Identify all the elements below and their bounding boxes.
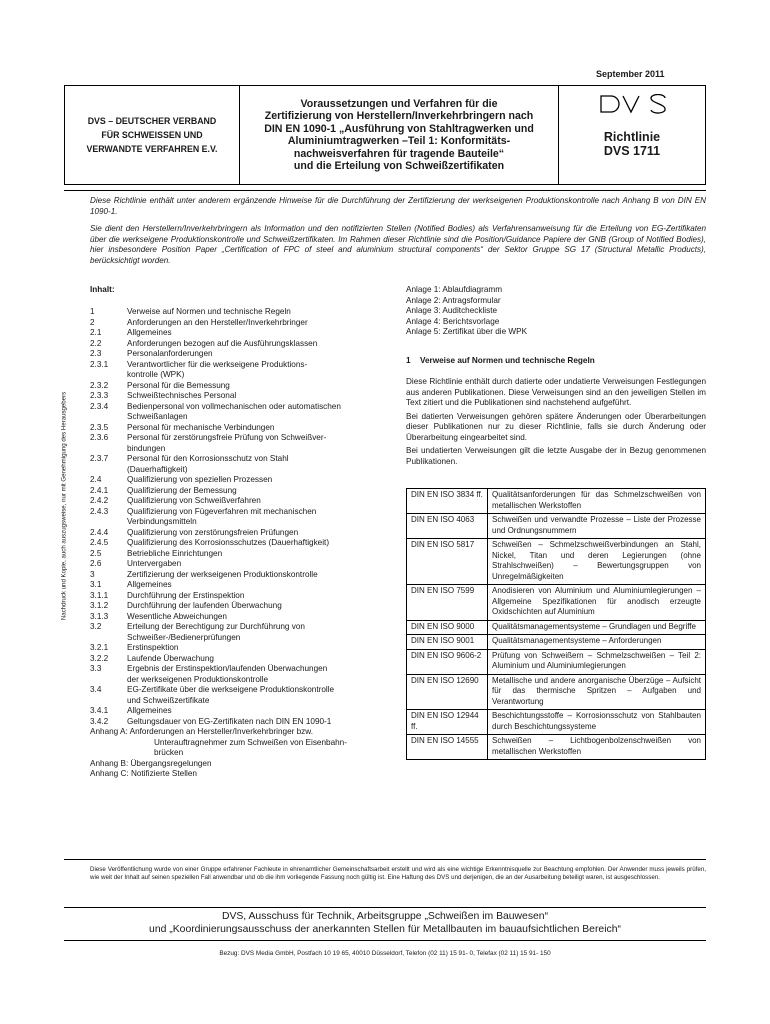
toc-number: 2.3.1 <box>90 359 109 369</box>
toc-number: 2.4.4 <box>90 527 109 537</box>
toc-annex: Anhang B: Übergangsregelungen <box>90 758 212 768</box>
toc-number: 2.4.1 <box>90 485 109 495</box>
toc-number: 3.4.2 <box>90 716 109 726</box>
norm-code: DIN EN ISO 12690 <box>407 674 488 710</box>
toc-entry <box>90 454 395 465</box>
toc-number: 2.1 <box>90 328 102 337</box>
toc-text: Bedienpersonal von vollmechanischen oder automatischen <box>127 401 341 411</box>
toc-entry <box>90 475 395 486</box>
toc-text: Betriebliche Einrichtungen <box>127 548 223 558</box>
toc-entry <box>90 517 395 528</box>
toc-entry <box>90 360 395 371</box>
toc-number <box>90 675 127 686</box>
toc-number <box>90 633 127 644</box>
toc-number: 3.1 <box>90 580 102 589</box>
toc-number <box>90 370 127 381</box>
toc-entry <box>90 675 395 686</box>
toc-number <box>90 696 127 707</box>
table-row <box>407 620 706 635</box>
toc-text: Qualifizierung der Bemessung <box>127 485 237 495</box>
toc-entry <box>90 654 395 665</box>
toc-entry <box>90 507 395 518</box>
toc-text: der werkseigenen Produktionskontrolle <box>127 674 269 684</box>
toc-annex: brücken <box>154 748 184 757</box>
toc-text: Schweißanlagen <box>127 412 188 421</box>
norm-code: DIN EN ISO 3834 ff. <box>407 489 488 514</box>
toc-text: Verbindungsmitteln <box>127 517 197 526</box>
toc-number: 2.3.7 <box>90 454 109 463</box>
norm-description: Schweißen und verwandte Prozesse – Liste der Prozesse und Ordnungsnummern <box>488 514 706 539</box>
ordering-info: Bezug: DVS Media GmbH, Postfach 10 19 65, 40010 Düsseldorf, Telefon (02 11) 15 91- 0, Telefax (02 11) 15 91- 150 <box>219 950 551 957</box>
toc-text: Schweißtechnisches Personal <box>127 391 237 400</box>
toc-entry <box>90 486 395 497</box>
toc-number: 3.1.3 <box>90 611 109 621</box>
toc-number: 3.2.2 <box>90 653 109 663</box>
divider <box>64 859 706 860</box>
toc-text: Wesentliche Abweichungen <box>127 611 227 621</box>
disclaimer: Diese Veröffentlichung wurde von einer Gruppe erfahrener Fachleute in ehrenamtlicher Gemeinschaftsarbeit erstellt und wird als eine wichtige Erkenntnisquelle zur Beachtung empfohlen. Der Anwender muss jeweils prüfen, wie weit der Inhalt auf seinen speziellen Fall anwendbar und ob die ihm vorliegende Fassung noch gültig ist. Eine Haftung des DVS und derjenigen, die an der Ausarbeitung beteiligt waren, ist ausgeschlossen. <box>90 866 706 881</box>
committee-line: DVS, Ausschuss für Technik, Arbeitsgruppe „Schweißen im Bauwesen“ <box>221 911 549 922</box>
toc-text: Personal für zerstörungsfreie Prüfung von Schweißver- <box>127 433 327 442</box>
toc-text: Verweise auf Normen und technische Regeln <box>127 307 291 316</box>
toc-number: 2.5 <box>90 548 102 558</box>
toc-entry <box>90 549 395 560</box>
committee-line: und „Koordinierungsausschuss der anerkannten Stellen für Metallbauten im bauaufsichtlichen Bereich“ <box>149 923 621 935</box>
toc-text: Anforderungen bezogen auf die Ausführungsklassen <box>127 338 318 348</box>
toc-text: Geltungsdauer von EG-Zertifikaten nach DIN EN 1090-1 <box>127 716 332 726</box>
toc-annex: Unterauftragnehmer zum Schweißen von Eisenbahn- <box>154 737 347 747</box>
annex-item: Anlage 3: Auditcheckliste <box>406 306 498 315</box>
title-line: DIN EN 1090-1 „Ausführung von Stahltragwerken und <box>264 122 534 135</box>
dvs-logo <box>599 94 669 114</box>
toc-entry <box>90 591 395 602</box>
toc-entry <box>90 496 395 507</box>
toc-text: Personalanforderungen <box>127 349 213 358</box>
toc-number: 3.2 <box>90 622 102 631</box>
norm-description: Schweißen – Lichtbogenbolzenschweißen von metallischen Werkstoffen <box>488 735 706 760</box>
toc-number: 3.4.1 <box>90 706 109 715</box>
toc-entry <box>90 328 395 339</box>
toc-text: Qualifizierung von Schweißverfahren <box>127 496 261 505</box>
toc-number: 2.4 <box>90 475 102 484</box>
toc-text: Ergebnis der Erstinspektion/laufenden Überwachungen <box>127 664 328 673</box>
toc-text: EG-Zertifikate über die werkseigene Produktionskontrolle <box>127 685 335 694</box>
toc-number <box>90 465 127 476</box>
toc-text: Erteilung der Berechtigung zur Durchführung von <box>127 622 305 631</box>
table-row <box>407 710 706 735</box>
toc-entry <box>90 601 395 612</box>
toc-text: Personal für den Korrosionsschutz von Stahl <box>127 454 289 463</box>
toc-entry <box>90 444 395 455</box>
toc-text: Allgemeines <box>127 580 172 589</box>
annex-item: Anlage 1: Ablaufdiagramm <box>406 285 503 294</box>
toc-number: 1 <box>90 307 95 316</box>
section-text <box>406 377 706 470</box>
toc-entry <box>90 622 395 633</box>
organization-box <box>64 85 240 185</box>
toc-entry <box>90 580 395 591</box>
toc-number: 3.2.1 <box>90 643 109 652</box>
toc-text: Schweißer-/Bedienerprüfungen <box>127 632 241 642</box>
toc-entry <box>90 612 395 623</box>
toc-entry <box>90 538 395 549</box>
table-row <box>407 635 706 650</box>
toc-text: Qualifizierung von Fügeverfahren mit mechanischen <box>127 506 317 516</box>
toc-entry <box>90 412 395 423</box>
toc-entry <box>90 307 395 318</box>
document-type: Richtlinie <box>603 130 661 144</box>
toc-text: und Schweißzertifikate <box>127 695 210 705</box>
toc-entry <box>90 717 395 728</box>
title-line: und die Erteilung von Schweißzertifikaten <box>293 160 505 172</box>
paragraph: Bei datierten Verweisungen gehören spätere Änderungen oder Überarbeitungen dieser Publikationen nur zu dieser Richtlinie, falls sie durch Änderung oder Überarbeitung eingearbeitet sind. <box>406 411 706 442</box>
toc-text: Qualifizierung von speziellen Prozessen <box>127 475 273 484</box>
table-row <box>407 514 706 539</box>
document-title-box <box>240 85 559 185</box>
toc-number: 3.1.2 <box>90 601 109 610</box>
toc-entry <box>90 318 395 329</box>
title-line: nachweisverfahren für tragende Bauteile“ <box>293 147 505 160</box>
toc-entry <box>90 570 395 581</box>
table-row <box>407 735 706 760</box>
paragraph: Bei undatierten Verweisungen gilt die letzte Ausgabe der in Bezug genommenen Publikationen. <box>406 446 706 466</box>
title-line: Voraussetzungen und Verfahren für die <box>300 97 498 110</box>
toc-text: Personal für mechanische Verbindungen <box>127 422 275 432</box>
norm-description: Schweißen – Schmelzschweißverbindungen an Stahl, Nickel, Titan und deren Legierungen (ohne Strahlschweißen) – Bewertungsgruppen von Unregelmäßigkeiten <box>488 539 706 585</box>
toc-number: 2.4.5 <box>90 538 109 547</box>
guideline-box <box>559 85 706 185</box>
toc-number: 2.3.2 <box>90 380 109 390</box>
table-row <box>407 649 706 674</box>
paragraph: Diese Richtlinie enthält durch datierte oder undatierte Verweisungen Festlegungen aus anderen Publikationen. Diese Verweisungen sind an den jeweiligen Stellen im Text zitiert und die Publikationen sind nachstehend aufgeführt. <box>406 377 706 407</box>
org-line: VERWANDTE VERFAHREN E.V. <box>86 144 218 154</box>
toc-number <box>90 444 127 455</box>
toc-entry <box>90 370 395 381</box>
toc-number: 2.3.4 <box>90 401 109 411</box>
norm-code: DIN EN ISO 5817 <box>407 539 488 585</box>
norm-description: Qualitätsmanagementsysteme – Grundlagen und Begriffe <box>488 620 706 635</box>
toc-number <box>90 517 127 528</box>
toc-entry <box>90 664 395 675</box>
norms-table <box>406 488 706 760</box>
toc-text: bindungen <box>127 443 166 453</box>
toc-entry <box>90 528 395 539</box>
toc-text: Anforderungen an den Hersteller/Inverkehrbringer <box>127 317 308 327</box>
annex-item: Anlage 5: Zertifikat über die WPK <box>406 327 528 336</box>
toc-number: 3.4 <box>90 685 102 694</box>
toc-text: Verantwortlicher für die werkseigene Produktions- <box>127 359 308 369</box>
toc-entry <box>90 339 395 350</box>
toc-number: 3.1.1 <box>90 590 109 600</box>
toc-entry <box>90 696 395 707</box>
toc-entry <box>90 423 395 434</box>
document-number: DVS 1711 <box>603 144 661 158</box>
norm-code: DIN EN ISO 14555 <box>407 735 488 760</box>
norm-description: Metallische und andere anorganische Überzüge – Aufsicht für das thermische Spritzen – Aufgaben und Verantwortung <box>488 674 706 710</box>
toc-number: 2.3 <box>90 349 102 358</box>
toc-text: Qualifizierung von zerstörungsfreien Prüfungen <box>127 527 299 537</box>
toc-text: Untervergaben <box>127 559 182 568</box>
toc-entry <box>90 465 395 476</box>
toc-number: 3.3 <box>90 664 102 673</box>
toc-number <box>90 412 127 423</box>
document-header <box>64 85 706 185</box>
norm-code: DIN EN ISO 12944 ff. <box>407 710 488 735</box>
toc-text: Erstinspektion <box>127 643 179 652</box>
committee-box <box>64 907 706 941</box>
toc-text: Qualifizierung des Korrosionsschutzes (Dauerhaftigkeit) <box>127 538 330 547</box>
intro-paragraph: Diese Richtlinie enthält unter anderem ergänzende Hinweise für die Durchführung der Zertifizierung der werkseigenen Produktionskontrolle nach Anhang B von DIN EN 1090-1. <box>90 196 706 216</box>
toc-text: Allgemeines <box>127 328 172 337</box>
org-line: DVS – DEUTSCHER VERBAND <box>87 116 217 126</box>
toc-annex: Anhang A: Anforderungen an Hersteller/Inverkehrbringer bzw. <box>90 727 314 736</box>
norm-description: Beschichtungsstoffe – Korrosionsschutz von Stahlbauten durch Beschichtungssysteme <box>488 710 706 735</box>
toc-entry <box>90 559 395 570</box>
org-line: FÜR SCHWEISSEN UND <box>101 130 203 140</box>
toc-text: kontrolle (WPK) <box>127 370 185 379</box>
annex-item: Anlage 4: Berichtsvorlage <box>406 316 500 326</box>
toc-number: 2.3.6 <box>90 433 109 442</box>
annex-list <box>406 285 527 338</box>
intro-paragraph: Sie dient den Herstellern/Inverkehrbringern als Information und den notifizierten Stellen (Notified Bodies) als Verfahrensanweisung für die Erteilung von EG-Zertifikaten über die werkseigene Produktionskontrolle und Schweißzertifikaten. Im Rahmen dieser Richtlinie sind die Position/Guidance Papiere der GNB (Group of Notified Bodies), hier insbesondere Position Paper „Certification of FPC of steel and aluminium structural components“ der Sektor Gruppe SG 17 (Structural Metallic Products), berücksichtigt worden. <box>90 224 706 265</box>
toc-entry <box>90 433 395 444</box>
toc-entry <box>90 402 395 413</box>
divider <box>64 190 706 191</box>
toc-text: (Dauerhaftigkeit) <box>127 464 188 474</box>
toc-entry <box>90 685 395 696</box>
toc-annex: Anhang C: Notifizierte Stellen <box>90 769 197 778</box>
toc-number: 2.6 <box>90 559 102 568</box>
toc-text: Personal für die Bemessung <box>127 380 230 390</box>
table-row <box>407 585 706 621</box>
norm-description: Qualitätsanforderungen für das Schmelzschweißen von metallischen Werkstoffen <box>488 489 706 514</box>
toc-text: Allgemeines <box>127 706 172 715</box>
toc-number: 2.4.3 <box>90 506 109 516</box>
toc-entry <box>90 643 395 654</box>
toc-text: Durchführung der laufenden Überwachung <box>127 601 282 610</box>
toc-text: Laufende Überwachung <box>127 653 214 663</box>
title-line: Aluminiumtragwerken –Teil 1: Konformitäts- <box>287 135 511 147</box>
annex-item: Anlage 2: Antragsformular <box>406 295 501 305</box>
toc-number: 2.4.2 <box>90 496 109 505</box>
norm-code: DIN EN ISO 9001 <box>407 635 488 650</box>
title-line: Zertifizierung von Herstellern/Inverkehrbringern nach <box>264 110 534 122</box>
toc-number: 2.3.5 <box>90 422 109 432</box>
toc-entry <box>90 706 395 717</box>
table-of-contents <box>90 307 395 780</box>
norm-code: DIN EN ISO 7599 <box>407 585 488 621</box>
norm-code: DIN EN ISO 4063 <box>407 514 488 539</box>
toc-entry <box>90 391 395 402</box>
table-row <box>407 674 706 710</box>
table-row <box>407 539 706 585</box>
toc-number: 2 <box>90 317 95 327</box>
copyright-side-note: Nachdruck und Kopie, auch auszugsweise, nur mit Genehmigung des Herausgebers <box>60 391 68 620</box>
norm-code: DIN EN ISO 9606-2 <box>407 649 488 674</box>
toc-entry <box>90 381 395 392</box>
toc-entry <box>90 349 395 360</box>
toc-text: Zertifizierung der werkseigenen Produktionskontrolle <box>127 569 318 579</box>
toc-number: 3 <box>90 569 95 579</box>
toc-title: Inhalt: <box>90 285 115 294</box>
norm-code: DIN EN ISO 9000 <box>407 620 488 635</box>
toc-number: 2.2 <box>90 338 102 348</box>
norm-description: Qualitätsmanagementsysteme – Anforderungen <box>488 635 706 650</box>
section-heading: 1 Verweise auf Normen und technische Regeln <box>406 356 595 365</box>
toc-entry <box>90 633 395 644</box>
norm-description: Anodisieren von Aluminium und Aluminiumlegierungen – Allgemeine Spezifikationen für anodisch erzeugte Oxidschichten auf Aluminium <box>488 585 706 621</box>
toc-number: 2.3.3 <box>90 391 109 400</box>
toc-text: Durchführung der Erstinspektion <box>127 590 245 600</box>
norm-description: Prüfung von Schweißern – Schmelzschweißen – Teil 2: Aluminium und Aluminiumlegierungen <box>488 649 706 674</box>
table-row <box>407 489 706 514</box>
publication-date: September 2011 <box>596 69 665 79</box>
